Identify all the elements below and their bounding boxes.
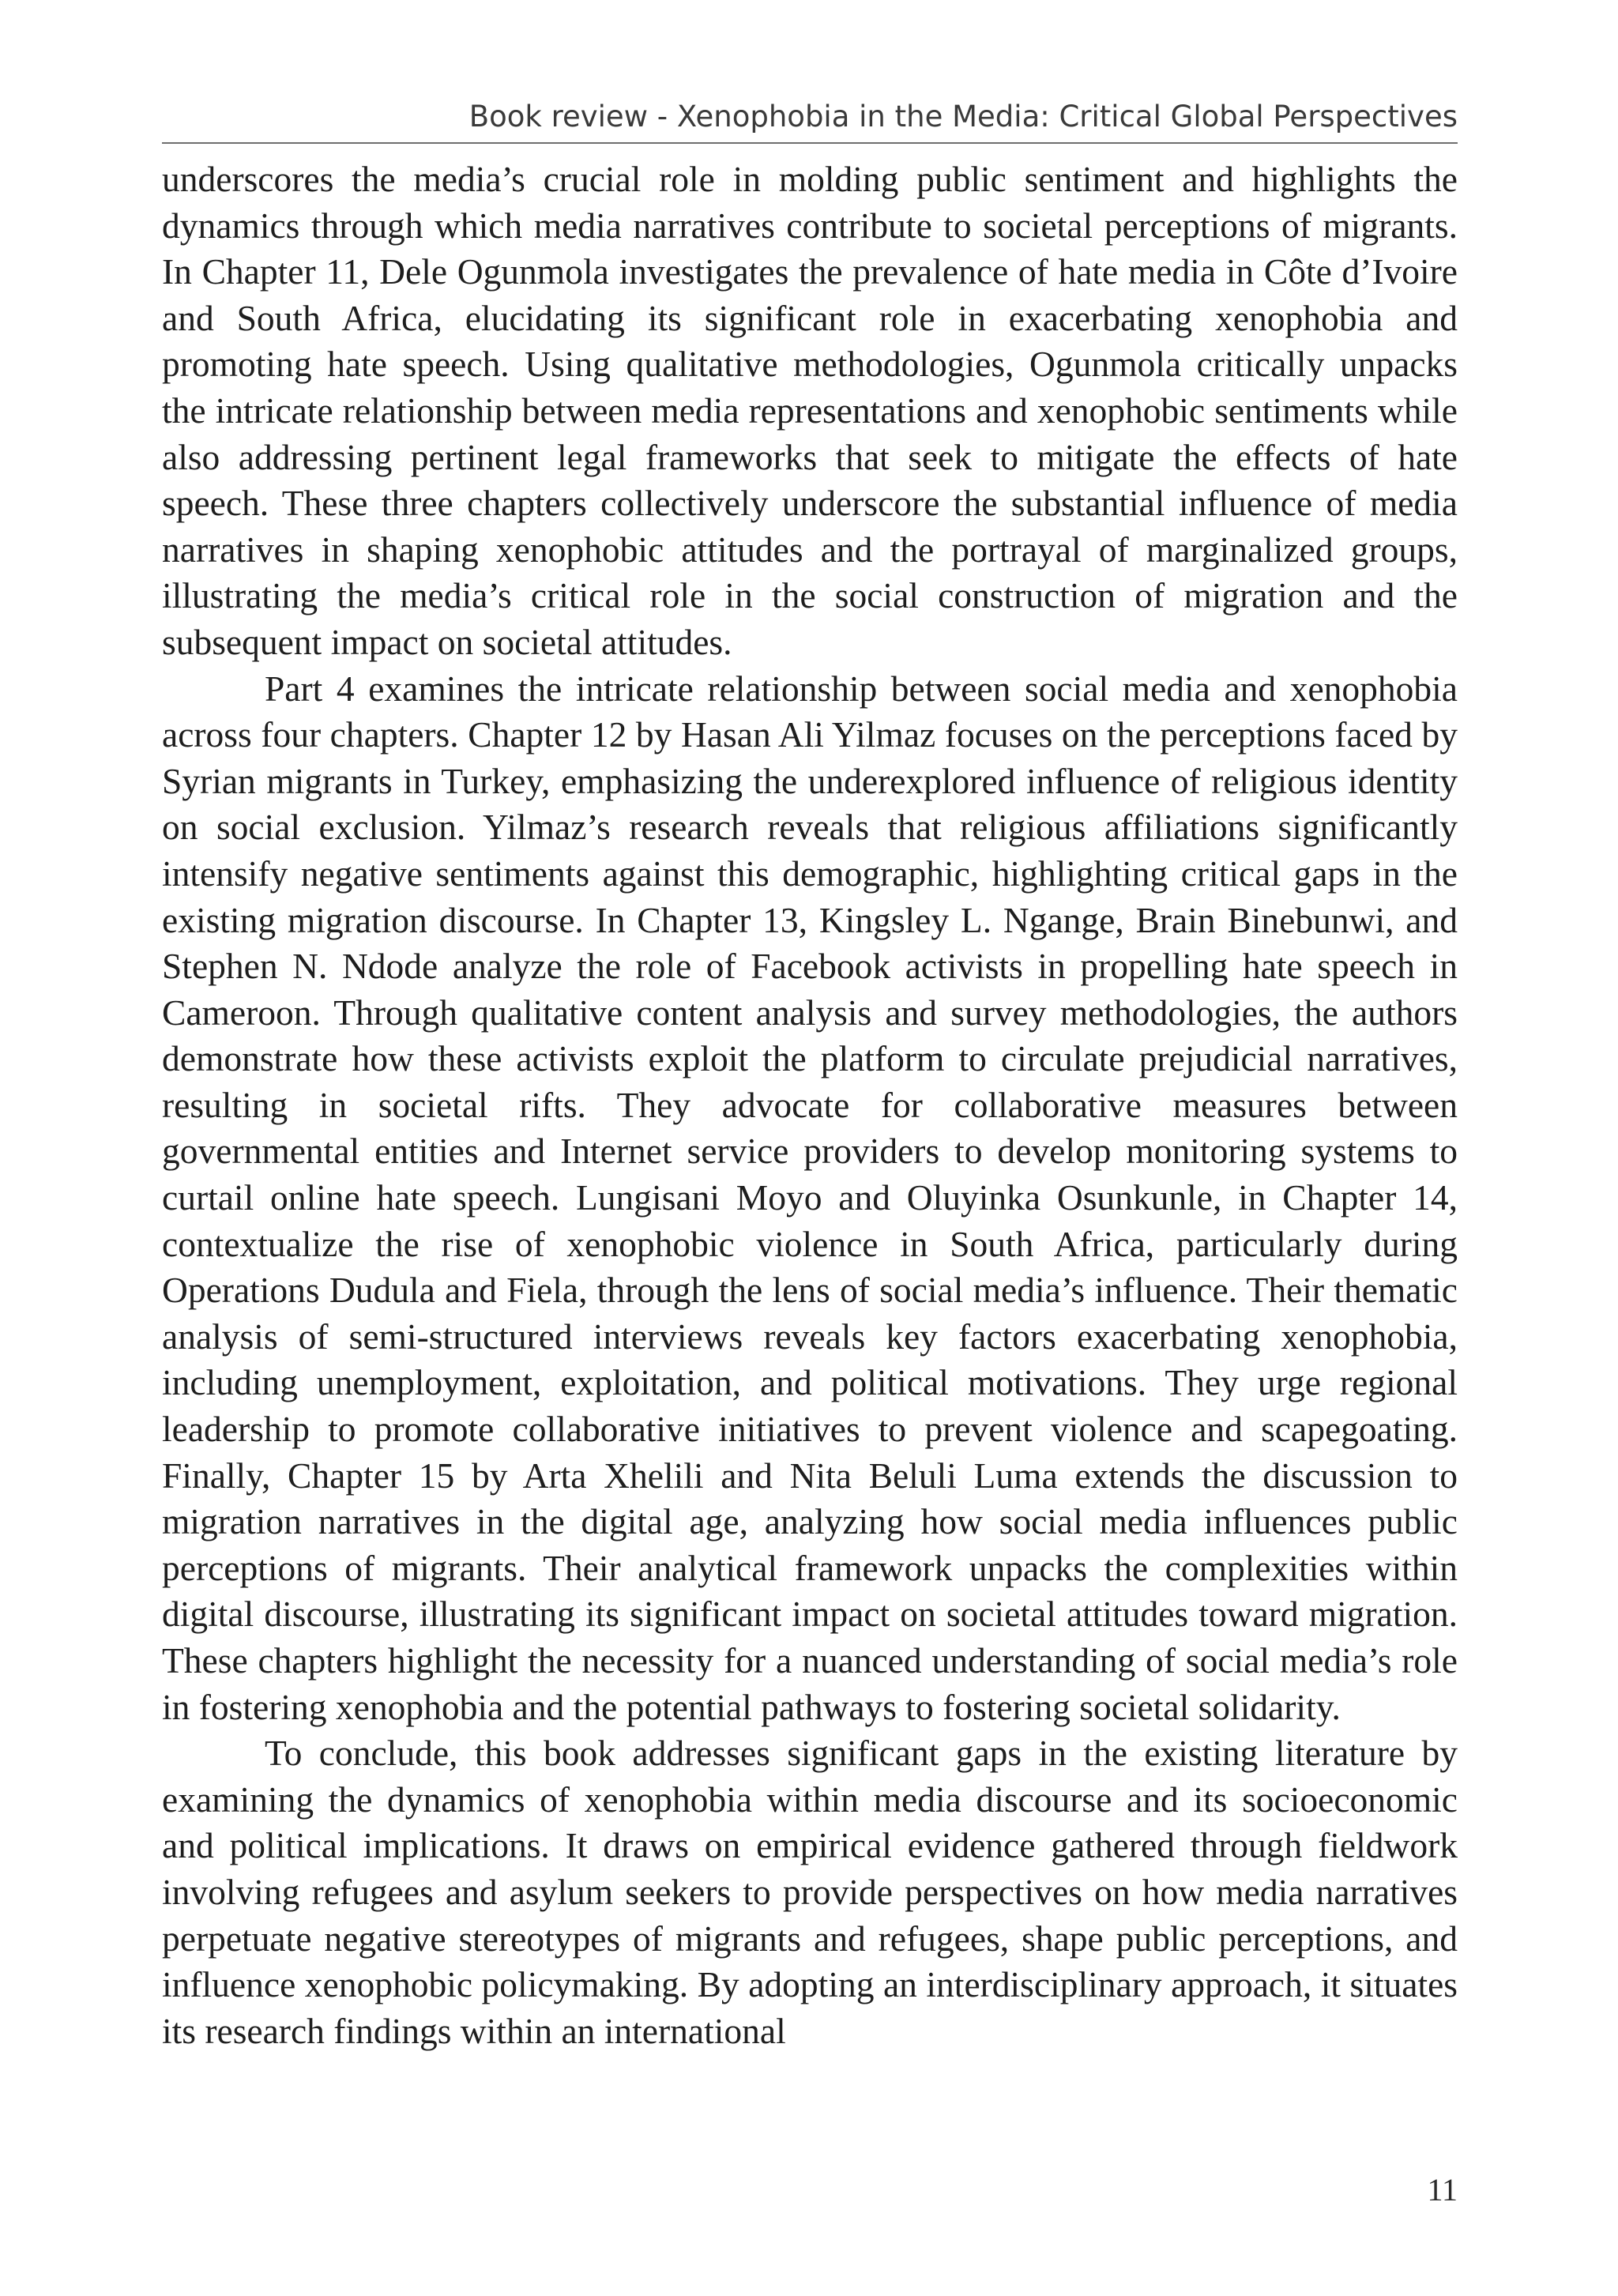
paragraph-part-4: Part 4 examines the intricate relationship between social media and xenophobia across four chapters. Chapter 12 by Hasan Ali Yilmaz focuses on the perceptions faced by Syrian migrants in Turkey, emphasizing the underexplored influence of religious identity on social exclusion. Yilmaz’s research reveals that religious affiliations significantly intensify negative sentiments against this demographic, highlighting critical gaps in the existing migration discourse. In Chapter 13, Kingsley L. Ngange, Brain Binebunwi, and Stephen N. Ndode analyze the role of Facebook activists in propelling hate speech in Cameroon. Through qualitative content analysis and survey methodologies, the authors demonstrate how these activists exploit the platform to circulate prejudicial narratives, resulting in societal rifts. They advocate for collaborative measures between governmental entities and Internet service providers to develop monitoring systems to curtail online hate speech. Lungisani Moyo and Oluyinka Osunkunle, in Chapter 14, contextualize the rise of xenophobic violence in South Africa, particularly during Operations Dudula and Fiela, through the lens of social media’s influence. Their thematic analysis of semi-structured interviews reveals key factors exacerbating xenophobia, including unemployment, exploitation, and political motivations. They urge regional leadership to promote collaborative initiatives to prevent violence and scapegoating. Finally, Chapter 15 by Arta Xhelili and Nita Beluli Luma extends the discussion to migration narratives in the digital age, analyzing how social media influences public perceptions of migrants. Their analytical framework unpacks the complexities within digital discourse, illustrating its significant impact on societal attitudes toward migration. These chapters highlight the necessity for a nuanced understanding of social media’s role in fostering xenophobia and the potential pathways to fostering societal solidarity.: [162, 668, 1458, 1727]
page-number: 11: [1427, 2172, 1458, 2208]
body-text: [162, 156, 1458, 2054]
paragraph-continuation: underscores the media’s crucial role in molding public sentiment and highlights the dynamics through which media narratives contribute to societal perceptions of migrants. In Chapter 11, Dele Ogunmola investigates the prevalence of hate media in Côte d’Ivoire and South Africa, elucidating its significant role in exacerbating xenophobia and promoting hate speech. Using qualitative methodologies, Ogunmola critically unpacks the intricate relationship between media representations and xenophobic sentiments while also addressing pertinent legal frameworks that seek to mitigate the effects of hate speech. These three chapters collectively underscore the substantial influence of media narratives in shaping xenophobic attitudes and the portrayal of marginalized groups, illustrating the media’s critical role in the social construction of migration and the subsequent impact on societal attitudes.: [162, 159, 1458, 662]
running-header: Book review - Xenophobia in the Media: Critical Global Perspectives: [468, 100, 1458, 134]
header-divider: [162, 142, 1458, 144]
paragraph-conclusion: To conclude, this book addresses significant gaps in the existing literature by examining the dynamics of xenophobia within media discourse and its socioeconomic and political implications. It draws on empirical evidence gathered through fieldwork involving refugees and asylum seekers to provide perspectives on how media narratives perpetuate negative stereotypes of migrants and refugees, shape public perceptions, and influence xenophobic policymaking. By adopting an interdisciplinary approach, it situates its research findings within an international: [162, 1733, 1458, 2051]
